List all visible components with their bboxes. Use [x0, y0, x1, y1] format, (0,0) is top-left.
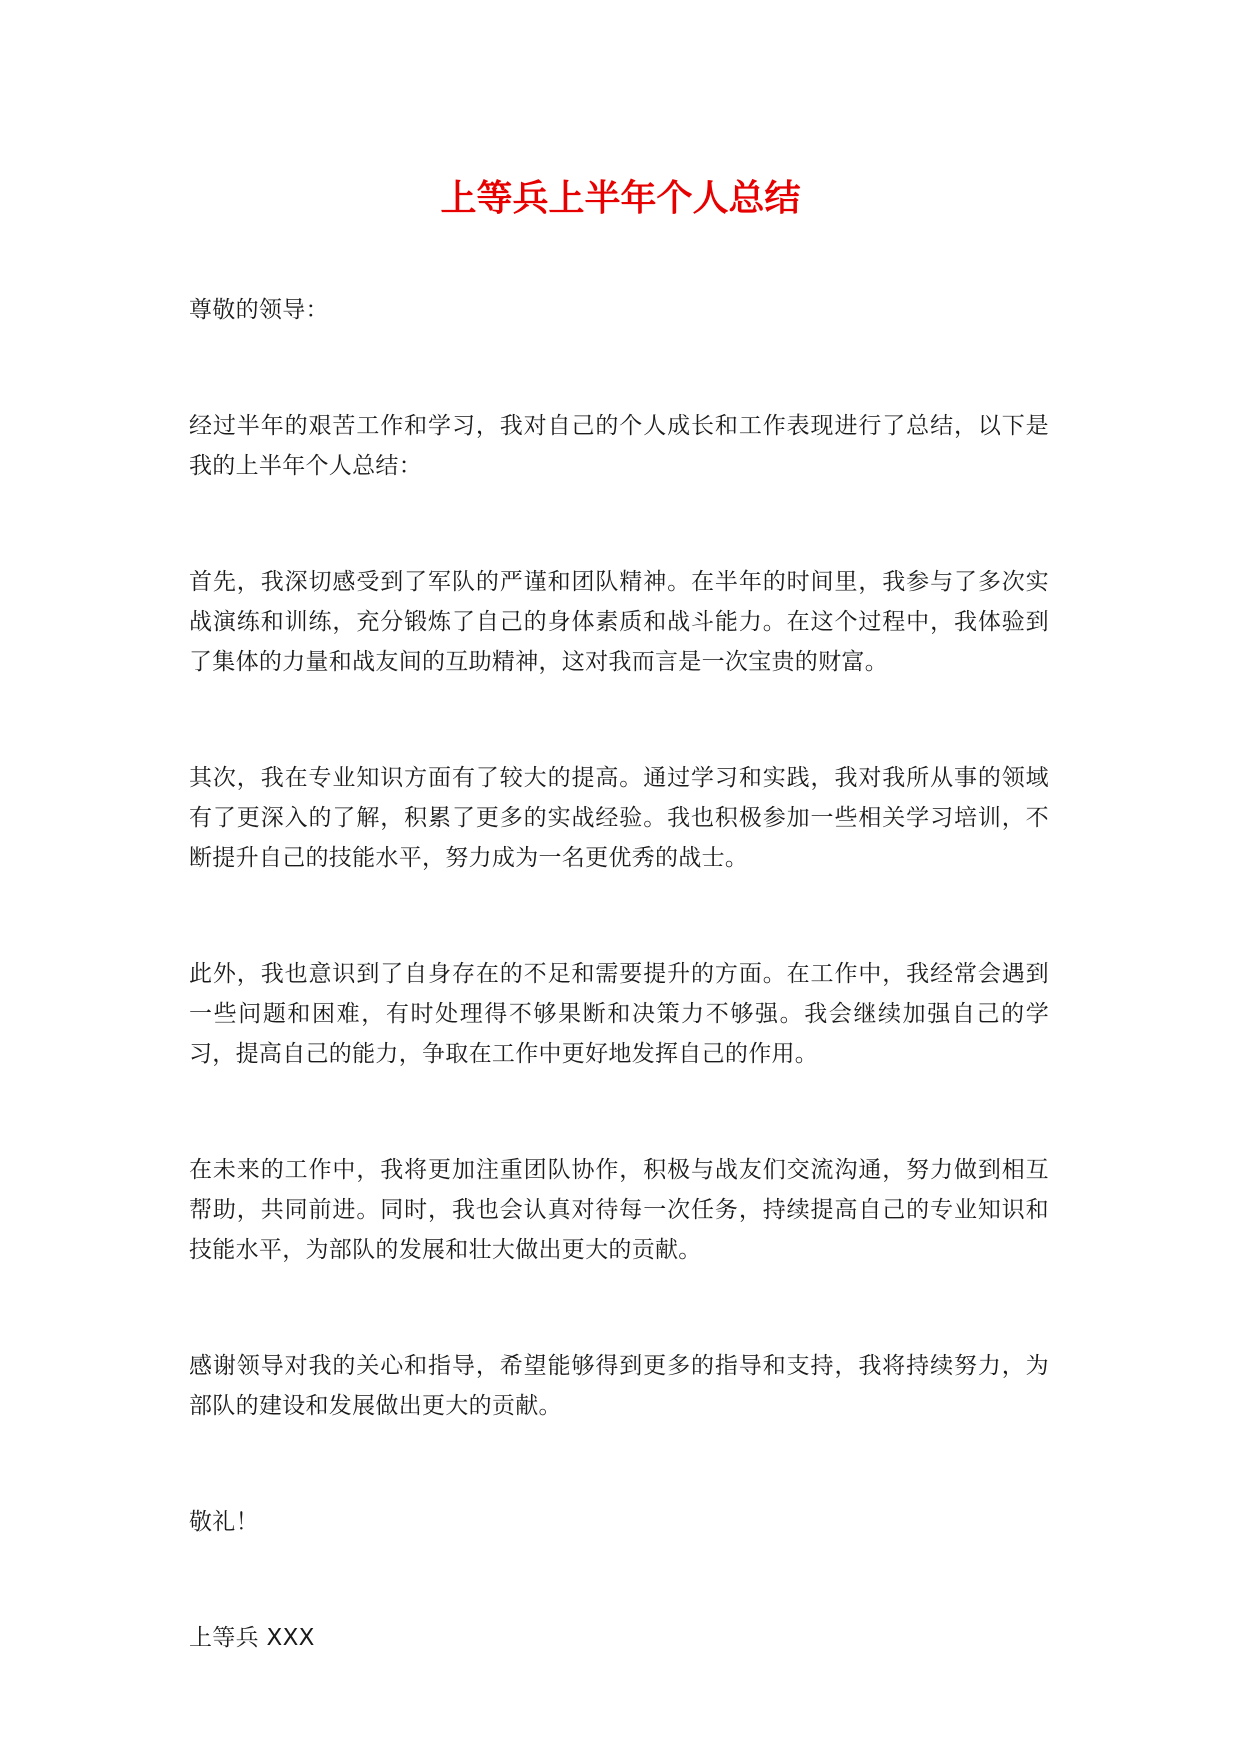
paragraph-first: 首先，我深切感受到了军队的严谨和团队精神。在半年的时间里，我参与了多次实战演练和训练，充分锻炼了自己的身体素质和战斗能力。在这个过程中，我体验到了集体的力量和战友间的互助精神，这对我而言是一次宝贵的财富。: [189, 569, 1049, 675]
paragraph-thanks: 感谢领导对我的关心和指导，希望能够得到更多的指导和支持，我将持续努力，为部队的建设和发展做出更大的贡献。: [189, 1353, 1049, 1419]
paragraph-second: 其次，我在专业知识方面有了较大的提高。通过学习和实践，我对我所从事的领域有了更深入的了解，积累了更多的实战经验。我也积极参加一些相关学习培训，不断提升自己的技能水平，努力成为一名更优秀的战士。: [189, 765, 1049, 871]
document-title: 上等兵上半年个人总结: [440, 178, 801, 219]
salutation: 尊敬的领导：: [189, 297, 329, 323]
document-body: [189, 290, 1049, 1658]
closing: 敬礼！: [189, 1509, 259, 1535]
paragraph-intro: 经过半年的艰苦工作和学习，我对自己的个人成长和工作表现进行了总结，以下是我的上半年个人总结：: [189, 413, 1049, 479]
signature: 上等兵 XXX: [189, 1625, 315, 1651]
paragraph-moreover: 此外，我也意识到了自身存在的不足和需要提升的方面。在工作中，我经常会遇到一些问题和困难，有时处理得不够果断和决策力不够强。我会继续加强自己的学习，提高自己的能力，争取在工作中更好地发挥自己的作用。: [189, 961, 1049, 1067]
paragraph-future: 在未来的工作中，我将更加注重团队协作，积极与战友们交流沟通，努力做到相互帮助，共同前进。同时，我也会认真对待每一次任务，持续提高自己的专业知识和技能水平，为部队的发展和壮大做出更大的贡献。: [189, 1157, 1049, 1263]
